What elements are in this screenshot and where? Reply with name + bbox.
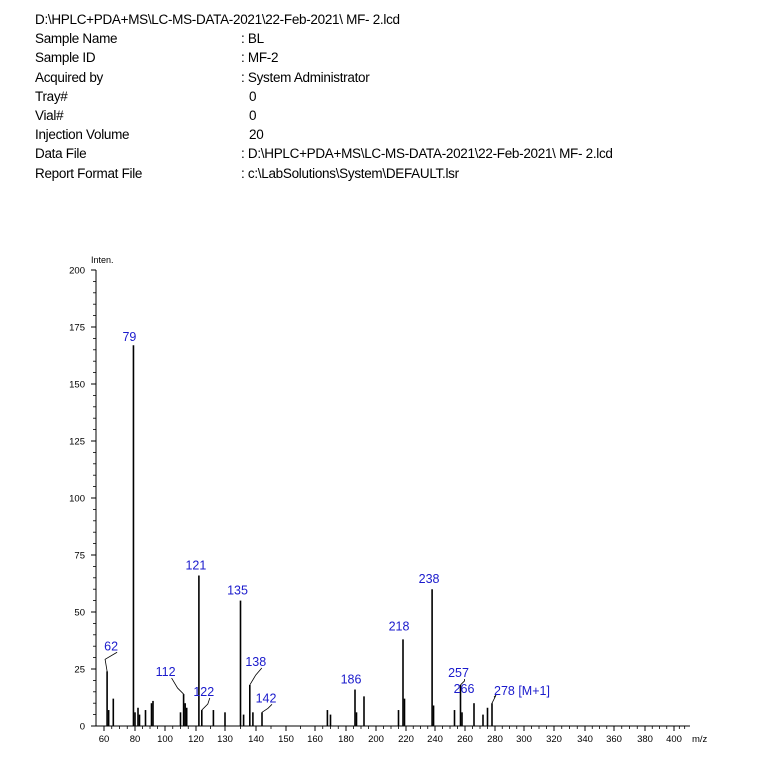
- peak-label: 218: [388, 619, 410, 634]
- peak-label: 142: [255, 691, 277, 706]
- x-tick-label: 140: [248, 734, 264, 745]
- x-tick-label: 180: [338, 734, 354, 745]
- y-tick-label: 200: [69, 265, 85, 277]
- peak-label: 238: [418, 572, 440, 587]
- x-tick-label: 220: [398, 734, 414, 745]
- header-key: Acquired by: [35, 69, 103, 85]
- peak-label: 79: [122, 330, 137, 345]
- y-tick-label: 75: [74, 550, 85, 562]
- x-tick-label: 400: [666, 734, 682, 745]
- peak-label: 121: [185, 558, 207, 573]
- x-tick-label: 320: [546, 734, 562, 745]
- x-tick-label: 60: [98, 734, 110, 745]
- x-tick-label: 100: [157, 734, 173, 745]
- header-key: Sample ID: [35, 50, 96, 66]
- header-value: 20: [249, 127, 264, 143]
- x-axis-label: m/z: [692, 734, 708, 745]
- x-tick-label: 130: [217, 734, 233, 745]
- x-tick-label: 240: [427, 734, 443, 745]
- header-value: : System Administrator: [241, 69, 370, 85]
- x-tick-label: 120: [188, 734, 204, 745]
- peak-label-leader: [250, 668, 262, 685]
- header-key: Tray#: [35, 88, 68, 104]
- y-tick-label: 0: [79, 721, 85, 733]
- header-key: Injection Volume: [35, 127, 130, 143]
- peak-label: 112: [155, 665, 176, 680]
- header-path-text: D:\HPLC+PDA+MS\LC-MS-DATA-2021\22-Feb-2021\ MF- 2.lcd: [35, 12, 400, 27]
- y-tick-label: 25: [74, 664, 85, 676]
- peak-label: 266: [453, 682, 475, 697]
- header-value: : D:\HPLC+PDA+MS\LC-MS-DATA-2021\22-Feb-2021\ MF- 2.lcd: [241, 146, 613, 162]
- x-tick-label: 200: [368, 734, 384, 745]
- x-tick-label: 280: [487, 734, 503, 745]
- x-tick-label: 260: [457, 734, 473, 745]
- peak-label: 257: [448, 665, 469, 680]
- peak-label: 62: [104, 639, 119, 654]
- x-tick-label: 360: [606, 734, 622, 745]
- x-tick-label: 300: [516, 734, 532, 745]
- header-value: 0: [249, 88, 257, 104]
- chart-peak-labels: [104, 330, 550, 712]
- peak-label-leader: [202, 698, 210, 710]
- header-key: Sample Name: [35, 31, 118, 47]
- header-value: 0: [249, 107, 257, 123]
- x-tick-label: 380: [637, 734, 653, 745]
- header-key: Vial#: [35, 107, 64, 123]
- peak-label: 135: [227, 583, 248, 598]
- header-value: : c:\LabSolutions\System\DEFAULT.lsr: [241, 165, 459, 181]
- peak-label: 278 [M+1]: [494, 684, 550, 699]
- peak-label-leader: [105, 652, 117, 671]
- y-tick-label: 50: [74, 607, 85, 619]
- header-key: Report Format File: [35, 165, 143, 181]
- peak-label-leader: [262, 704, 272, 712]
- header-value: : MF-2: [241, 50, 279, 66]
- peak-label-leader: [172, 678, 184, 694]
- y-tick-label: 150: [69, 379, 85, 391]
- x-tick-label: 160: [307, 734, 323, 745]
- y-axis-label: Inten.: [91, 255, 114, 265]
- y-tick-label: 125: [69, 436, 85, 448]
- x-tick-label: 150: [278, 734, 294, 745]
- peak-label: 138: [245, 654, 267, 669]
- y-tick-label: 100: [69, 493, 85, 505]
- x-tick-label: 80: [129, 734, 141, 745]
- header-value: : BL: [241, 31, 264, 47]
- y-tick-label: 175: [69, 322, 85, 334]
- peak-label: 122: [193, 685, 215, 700]
- peak-label: 186: [340, 672, 362, 687]
- x-tick-label: 340: [577, 734, 593, 745]
- header-key: Data File: [35, 146, 87, 162]
